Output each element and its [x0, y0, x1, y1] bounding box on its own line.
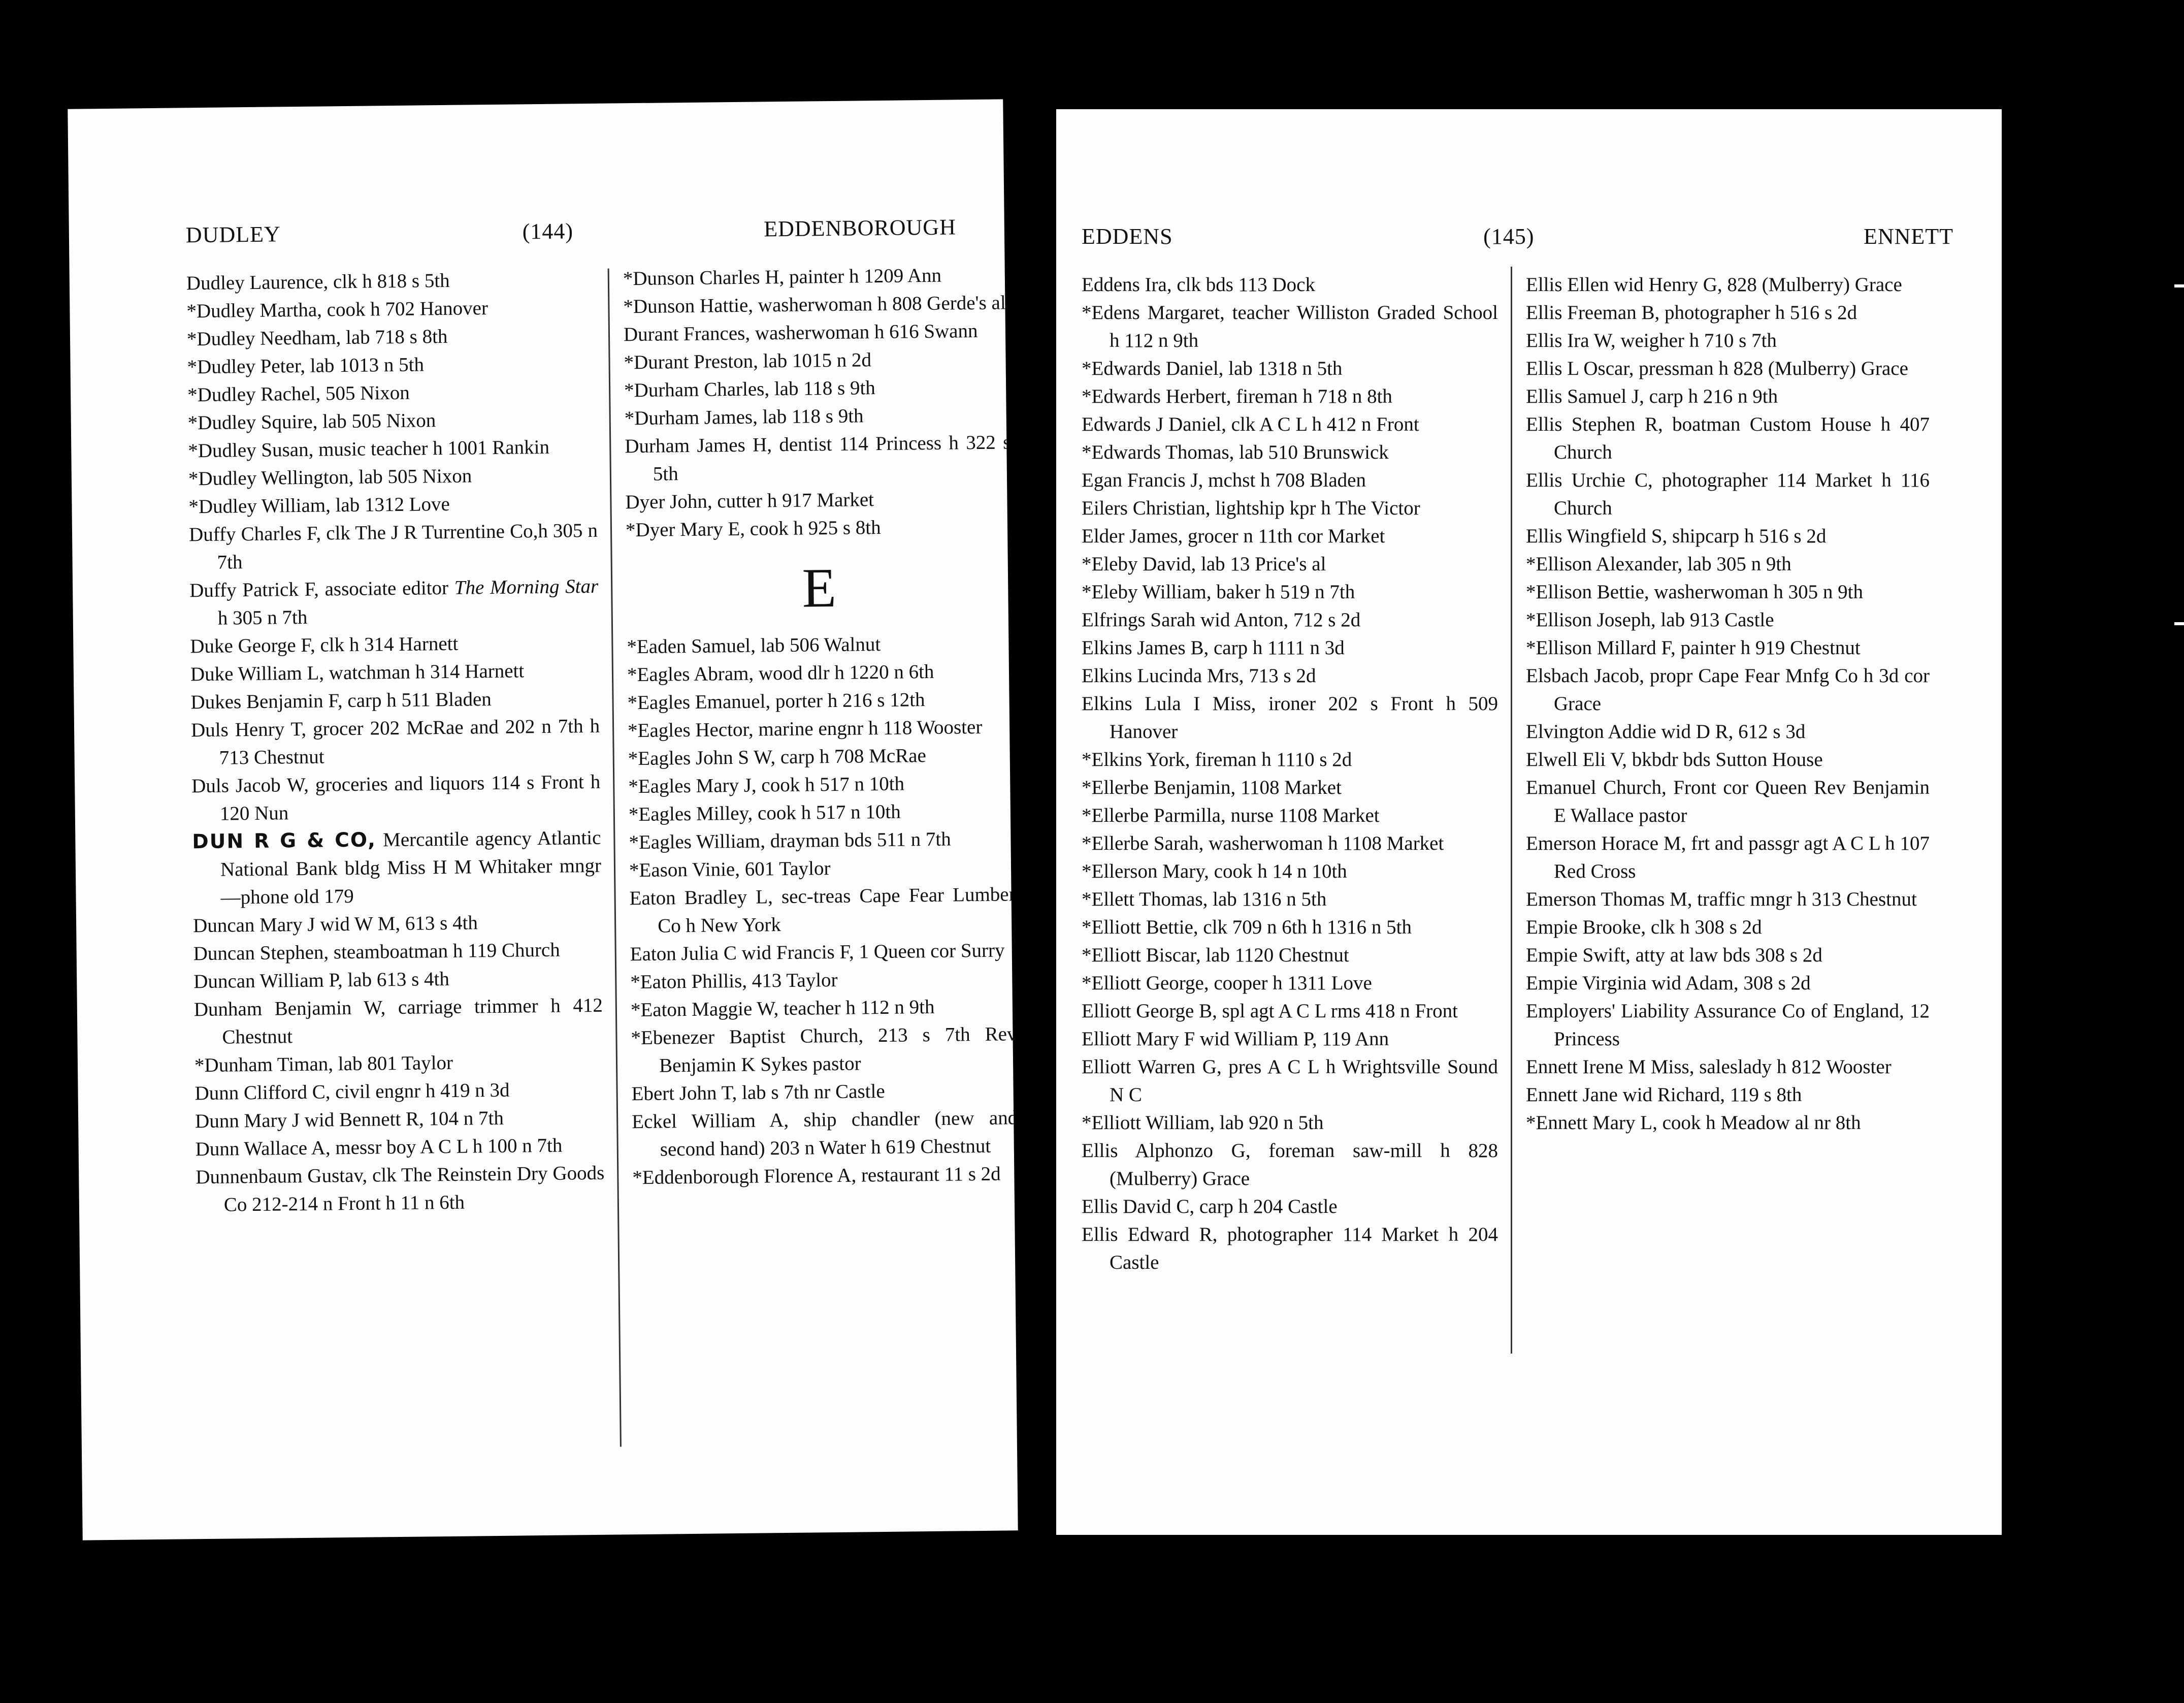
entry-text: Ennett Irene M Miss, saleslady h 812 Wooster: [1526, 1056, 1892, 1078]
entry-text: *Edwards Daniel, lab 1318 n 5th: [1082, 358, 1343, 379]
entry-text: *Ellison Joseph, lab 913 Castle: [1526, 609, 1774, 631]
directory-entry: [1526, 1109, 1930, 1137]
directory-entry: [1082, 1053, 1498, 1109]
entry-name-bold: DUN R G & CO,: [192, 828, 377, 854]
entry-text: Eaton Bradley L, sec-treas Cape Fear Lumber Co h New York: [629, 883, 1016, 937]
entry-text: *Eaton Phillis, 413 Taylor: [630, 969, 838, 993]
directory-entry: [630, 964, 1017, 996]
right-page: [1056, 109, 2002, 1535]
entry-text: *Ellerson Mary, cook h 14 n 10th: [1082, 860, 1347, 882]
entry-text: Emerson Thomas M, traffic mngr h 313 Chestnut: [1526, 888, 1917, 910]
entry-text: Ellis Urchie C, photographer 114 Market h 116 Church: [1526, 469, 1930, 519]
directory-entry: [194, 1075, 604, 1107]
directory-entry: [1082, 857, 1498, 885]
entry-text: Ellis Ellen wid Henry G, 828 (Mulberry) Grace: [1526, 274, 1902, 296]
entry-text: Ellis Ira W, weigher h 710 s 7th: [1526, 330, 1777, 351]
entry-text: Elder James, grocer n 11th cor Market: [1082, 525, 1385, 547]
directory-entry: [188, 489, 598, 521]
entry-text: Edwards J Daniel, clk A C L h 412 n Front: [1082, 413, 1419, 435]
directory-entry: [631, 1020, 1017, 1080]
entry-text: *Dudley Wellington, lab 505 Nixon: [188, 465, 472, 490]
entry-text: Empie Brooke, clk h 308 s 2d: [1526, 916, 1762, 938]
directory-entry: [190, 684, 600, 716]
entry-text: *Dudley Needham, lab 718 s 8th: [186, 325, 448, 350]
entry-text: *Dudley William, lab 1312 Love: [188, 493, 450, 518]
entry-text: Dyer John, cutter h 917 Market: [625, 489, 874, 513]
entry-text: Ellis Wingfield S, shipcarp h 516 s 2d: [1526, 525, 1827, 547]
entry-text: *Eason Vinie, 601 Taylor: [629, 857, 831, 882]
entry-text: Dunn Mary J wid Bennett R, 104 n 7th: [194, 1107, 504, 1133]
header-right: ENNETT: [1863, 224, 1953, 249]
directory-entry: [623, 261, 1009, 293]
entry-text: *Ellerbe Benjamin, 1108 Market: [1082, 777, 1342, 798]
entry-text: Duke George F, clk h 314 Harnett: [190, 632, 459, 658]
entry-text: Elkins Lucinda Mrs, 713 s 2d: [1082, 665, 1316, 687]
directory-entry: [1526, 466, 1930, 522]
header-left: DUDLEY: [185, 221, 281, 248]
entry-text: *Dunson Hattie, washerwoman h 808 Gerde's al: [623, 292, 1006, 318]
right-column-1: [1082, 271, 1498, 1276]
entry-text: *Edwards Herbert, fireman h 718 n 8th: [1082, 385, 1392, 407]
directory-entry: [1082, 550, 1498, 578]
entry-text: Elwell Eli V, bkbdr bds Sutton House: [1526, 749, 1823, 770]
entry-text: *Eddenborough Florence A, restaurant 11 s 2d: [632, 1163, 1001, 1189]
column-divider: [608, 269, 622, 1447]
entry-text: *Ellett Thomas, lab 1316 n 5th: [1082, 888, 1327, 910]
directory-entry: [1526, 271, 1930, 299]
entry-text: *Eagles Abram, wood dlr h 1220 n 6th: [627, 660, 934, 686]
entry-text: Duncan William P, lab 613 s 4th: [193, 968, 450, 993]
directory-entry: [194, 991, 603, 1051]
entry-text: Empie Virginia wid Adam, 308 s 2d: [1526, 972, 1811, 994]
entry-text: Ellis Samuel J, carp h 216 n 9th: [1526, 385, 1778, 407]
directory-entry: [624, 400, 1010, 432]
directory-entry: [1082, 997, 1498, 1025]
section-letter: E: [802, 556, 837, 619]
directory-entry: [1082, 578, 1498, 606]
directory-entry: [189, 517, 598, 576]
directory-entry: [623, 288, 1009, 320]
entry-text: Egan Francis J, mchst h 708 Bladen: [1082, 469, 1366, 491]
entry-text: *Edwards Thomas, lab 510 Brunswick: [1082, 441, 1389, 463]
entry-text: *Ellison Alexander, lab 305 n 9th: [1526, 553, 1791, 575]
entry-text: Dudley Laurence, clk h 818 s 5th: [186, 269, 450, 295]
entry-italic-text: The Morning Star: [454, 575, 599, 599]
entry-text: *Elliott George, cooper h 1311 Love: [1082, 972, 1372, 994]
directory-entry: [1082, 634, 1498, 662]
directory-entry: [186, 265, 596, 297]
entry-text: *Elkins York, fireman h 1110 s 2d: [1082, 749, 1352, 770]
directory-entry: [628, 741, 1014, 773]
entry-text: Dunn Wallace A, messr boy A C L h 100 n 7th: [195, 1134, 563, 1161]
directory-entry: [1526, 382, 1930, 410]
directory-entry: [1082, 466, 1498, 494]
entry-text: *Dudley Susan, music teacher h 1001 Rankin: [188, 436, 550, 462]
entry-text: Eckel William A, ship chandler (new and second hand) 203 n Water h 619 Chestnut: [632, 1107, 1018, 1161]
directory-entry: [1082, 829, 1498, 857]
directory-entry: [1526, 746, 1930, 774]
page-header: [1082, 223, 1953, 264]
entry-text: *Eaton Maggie W, teacher h 112 n 9th: [630, 995, 935, 1021]
entry-text: Ebert John T, lab s 7th nr Castle: [631, 1080, 885, 1105]
directory-entry: [188, 433, 597, 465]
directory-entry: [1526, 885, 1930, 913]
directory-entry: [195, 1103, 604, 1135]
column-entries-e: [627, 629, 1018, 1192]
directory-entry: [186, 293, 596, 325]
directory-entry: [1526, 578, 1930, 606]
entry-text: Empie Swift, atty at law bds 308 s 2d: [1526, 944, 1822, 966]
entry-text: Ellis L Oscar, pressman h 828 (Mulberry) Grace: [1526, 358, 1908, 379]
entry-text: *Eagles Mary J, cook h 517 n 10th: [628, 773, 905, 798]
entry-text: *Dudley Martha, cook h 702 Hanover: [186, 297, 488, 323]
entry-text: Elsbach Jacob, propr Cape Fear Mnfg Co h 3d cor Grace: [1526, 665, 1930, 715]
page-number: (145): [1483, 224, 1535, 249]
directory-entry: [1526, 1053, 1930, 1081]
entry-text: *Edens Margaret, teacher Williston Graded School h 112 n 9th: [1082, 302, 1498, 351]
directory-entry: [632, 1160, 1018, 1192]
entry-text: Ellis Stephen R, boatman Custom House h 407 Church: [1526, 413, 1930, 463]
entry-text: *Ennett Mary L, cook h Meadow al nr 8th: [1526, 1112, 1861, 1134]
scan-edge-mark: [2174, 622, 2184, 625]
entry-text: *Eagles John S W, carp h 708 McRae: [628, 745, 927, 770]
directory-entry: [1526, 997, 1930, 1053]
entry-text: Employers' Liability Assurance Co of England, 12 Princess: [1526, 1000, 1930, 1050]
directory-entry: [624, 372, 1010, 404]
entry-text: Durham James H, dentist 114 Princess h 322 s 5th: [625, 431, 1011, 485]
directory-entry: [193, 963, 603, 995]
directory-entry: [1082, 271, 1498, 299]
column-entries-d: [623, 261, 1012, 544]
directory-entry: [1082, 690, 1498, 746]
directory-entry: [1526, 941, 1930, 969]
directory-entry: [1526, 829, 1930, 885]
directory-entry: [1526, 299, 1930, 327]
entry-text: h 305 n 7th: [217, 606, 308, 629]
directory-entry: [195, 1131, 604, 1163]
directory-entry: [1526, 969, 1930, 997]
directory-entry: [1526, 774, 1930, 829]
directory-entry: [1526, 410, 1930, 466]
directory-entry: [195, 1159, 605, 1219]
directory-entry: [1526, 550, 1930, 578]
directory-entry: [624, 344, 1010, 376]
directory-entry: [1082, 941, 1498, 969]
directory-entry: [631, 1076, 1018, 1108]
entry-text: Ellis Alphonzo G, foreman saw-mill h 828 (Mulberry) Grace: [1082, 1140, 1498, 1190]
directory-entry: [627, 629, 1013, 661]
entry-text: *Ellerbe Parmilla, nurse 1108 Market: [1082, 805, 1380, 826]
header-left: EDDENS: [1082, 224, 1173, 249]
entry-text: Duncan Mary J wid W M, 613 s 4th: [192, 912, 478, 937]
directory-entry: [1082, 1109, 1498, 1137]
directory-entry: [1082, 1137, 1498, 1193]
directory-entry: [632, 1104, 1018, 1164]
entry-text: *Ellison Millard F, painter h 919 Chestnut: [1526, 637, 1861, 659]
scan-edge-mark: [2174, 284, 2184, 287]
entry-text: Eilers Christian, lightship kpr h The Victor: [1082, 497, 1420, 519]
entry-text: *Dunham Timan, lab 801 Taylor: [194, 1051, 453, 1077]
entry-text: *Dunson Charles H, painter h 1209 Ann: [623, 264, 942, 290]
directory-entry: [1082, 410, 1498, 438]
directory-entry: [187, 377, 597, 409]
directory-entry: [625, 484, 1012, 516]
directory-entry: [188, 461, 598, 493]
directory-entry: [629, 852, 1016, 884]
entry-text: Eddens Ira, clk bds 113 Dock: [1082, 274, 1315, 296]
directory-entry: [193, 908, 602, 940]
entry-text: Dunn Clifford C, civil engnr h 419 n 3d: [194, 1079, 510, 1105]
page-number: (144): [522, 218, 574, 244]
directory-entry: [1082, 438, 1498, 466]
directory-entry: [626, 512, 1012, 544]
entry-text: *Ellison Bettie, washerwoman h 305 n 9th: [1526, 581, 1863, 603]
entry-text: *Ellerbe Sarah, washerwoman h 1108 Market: [1082, 832, 1444, 854]
left-column-2: [623, 261, 1018, 1192]
entry-text: Duffy Patrick F, associate editor: [189, 576, 454, 602]
directory-entry: [629, 880, 1016, 940]
directory-entry: [1526, 355, 1930, 382]
directory-entry: [1082, 494, 1498, 522]
directory-entry: [1082, 299, 1498, 355]
entry-text: Emerson Horace M, frt and passgr agt A C L h 107 Red Cross: [1526, 832, 1930, 882]
entry-text: Dunnenbaum Gustav, clk The Reinstein Dry Goods Co 212-214 n Front h 11 n 6th: [195, 1162, 605, 1216]
entry-text: *Ebenezer Baptist Church, 213 s 7th Rev Benjamin K Sykes pastor: [631, 1023, 1017, 1077]
directory-entry: [1082, 746, 1498, 774]
directory-entry: [1082, 606, 1498, 634]
entry-text: Elkins Lula I Miss, ironer 202 s Front h 509 Hanover: [1082, 693, 1498, 743]
entry-text: Elfrings Sarah wid Anton, 712 s 2d: [1082, 609, 1361, 631]
entry-text: Durant Frances, washerwoman h 616 Swann: [623, 319, 978, 346]
directory-entry: [193, 936, 602, 968]
column-divider: [1511, 267, 1512, 1354]
directory-entry: [1526, 718, 1930, 746]
entry-text: *Dudley Peter, lab 1013 n 5th: [187, 354, 425, 378]
directory-entry: [1082, 1193, 1498, 1220]
entry-text: Ennett Jane wid Richard, 119 s 8th: [1526, 1084, 1802, 1106]
directory-entry: [190, 656, 600, 688]
directory-entry: [1526, 327, 1930, 355]
directory-entry: [192, 824, 602, 912]
entry-text: *Durham James, lab 118 s 9th: [624, 405, 864, 430]
directory-entry: [1526, 522, 1930, 550]
directory-entry: [1526, 662, 1930, 718]
entry-text: *Eagles Hector, marine engnr h 118 Wooster: [627, 716, 983, 742]
directory-entry: [190, 628, 599, 660]
header-right: EDDENBOROUGH: [763, 214, 957, 242]
entry-text: Emanuel Church, Front cor Queen Rev Benjamin E Wallace pastor: [1526, 777, 1930, 826]
entry-text: *Dudley Rachel, 505 Nixon: [187, 381, 410, 406]
entry-text: Duncan Stephen, steamboatman h 119 Church: [193, 939, 560, 965]
directory-entry: [1082, 913, 1498, 941]
directory-entry: [1082, 801, 1498, 829]
directory-entry: [194, 1047, 604, 1079]
left-column-1: [186, 265, 605, 1219]
directory-entry: [1082, 522, 1498, 550]
directory-entry: [1082, 1220, 1498, 1276]
entry-text: Duls Jacob W, groceries and liquors 114 s Front h 120 Nun: [191, 770, 601, 825]
directory-entry: [1082, 969, 1498, 997]
entry-text: Ellis Freeman B, photographer h 516 s 2d: [1526, 302, 1857, 324]
entry-text: Duke William L, watchman h 314 Harnett: [190, 660, 525, 686]
directory-entry: [1082, 1025, 1498, 1053]
entry-text: *Eleby William, baker h 519 n 7th: [1082, 581, 1355, 603]
entry-text: Elvington Addie wid D R, 612 s 3d: [1526, 721, 1806, 743]
entry-text: Duffy Charles F, clk The J R Turrentine Co,h 305 n 7th: [188, 519, 598, 573]
entry-text: *Durant Preston, lab 1015 n 2d: [624, 349, 872, 374]
page-header: [186, 214, 957, 263]
entry-text: Elliott Mary F wid William P, 119 Ann: [1082, 1028, 1389, 1050]
directory-entry: [624, 316, 1010, 348]
directory-entry: [1082, 662, 1498, 690]
entry-text: Elliott George B, spl agt A C L rms 418 n Front: [1082, 1000, 1458, 1022]
right-column-2: [1526, 271, 1930, 1137]
entry-text: *Eaden Samuel, lab 506 Walnut: [627, 633, 881, 658]
entry-text: *Elliott William, lab 920 n 5th: [1082, 1112, 1324, 1134]
directory-entry: [1526, 1081, 1930, 1109]
directory-entry: [629, 824, 1015, 856]
entry-text: *Elliott Bettie, clk 709 n 6th h 1316 n 5th: [1082, 916, 1412, 938]
directory-entry: [1082, 885, 1498, 913]
directory-entry: [630, 936, 1016, 968]
left-page: [68, 99, 1018, 1540]
entry-text: Eaton Julia C wid Francis F, 1 Queen cor Surry: [630, 939, 1005, 966]
directory-entry: [191, 712, 600, 772]
entry-text: *Dyer Mary E, cook h 925 s 8th: [625, 516, 881, 541]
entry-text: *Elliott Biscar, lab 1120 Chestnut: [1082, 944, 1349, 966]
directory-entry: [187, 405, 597, 437]
directory-entry: [627, 685, 1014, 717]
directory-entry: [1526, 634, 1930, 662]
entry-text: Duls Henry T, grocer 202 McRae and 202 n 7th h 713 Chestnut: [190, 715, 600, 769]
entry-text: *Eleby David, lab 13 Price's al: [1082, 553, 1326, 575]
directory-entry: [189, 572, 599, 632]
directory-entry: [627, 657, 1014, 689]
entry-text: *Eagles Milley, cook h 517 n 10th: [628, 800, 901, 826]
entry-text: *Eagles Emanuel, porter h 216 s 12th: [627, 689, 925, 714]
directory-entry: [628, 768, 1015, 800]
directory-entry: [628, 713, 1014, 745]
directory-entry: [1082, 774, 1498, 801]
directory-entry: [631, 992, 1017, 1024]
entry-text: *Durham Charles, lab 118 s 9th: [624, 377, 876, 402]
entry-text: Mercantile agency Atlantic National Bank bldg Miss H M Whitaker mngr—phone old 179: [220, 826, 602, 909]
directory-entry: [1082, 355, 1498, 382]
directory-entry: [625, 428, 1011, 488]
directory-entry: [1082, 382, 1498, 410]
directory-entry: [1526, 913, 1930, 941]
entry-text: Ellis David C, carp h 204 Castle: [1082, 1196, 1338, 1217]
directory-entry: [191, 768, 601, 828]
entry-text: Elliott Warren G, pres A C L h Wrightsville Sound N C: [1082, 1056, 1498, 1106]
entry-text: Ellis Edward R, photographer 114 Market h 204 Castle: [1082, 1224, 1498, 1273]
directory-entry: [187, 321, 596, 353]
entry-text: Dukes Benjamin F, carp h 511 Bladen: [190, 688, 492, 714]
directory-entry: [629, 796, 1015, 828]
entry-text: Dunham Benjamin W, carriage trimmer h 412 Chestnut: [193, 994, 603, 1048]
directory-entry: [187, 349, 596, 381]
entry-text: *Eagles William, drayman bds 511 n 7th: [629, 828, 951, 854]
entry-text: Elkins James B, carp h 1111 n 3d: [1082, 637, 1345, 659]
directory-entry: [1526, 606, 1930, 634]
entry-text: *Dudley Squire, lab 505 Nixon: [187, 409, 436, 434]
